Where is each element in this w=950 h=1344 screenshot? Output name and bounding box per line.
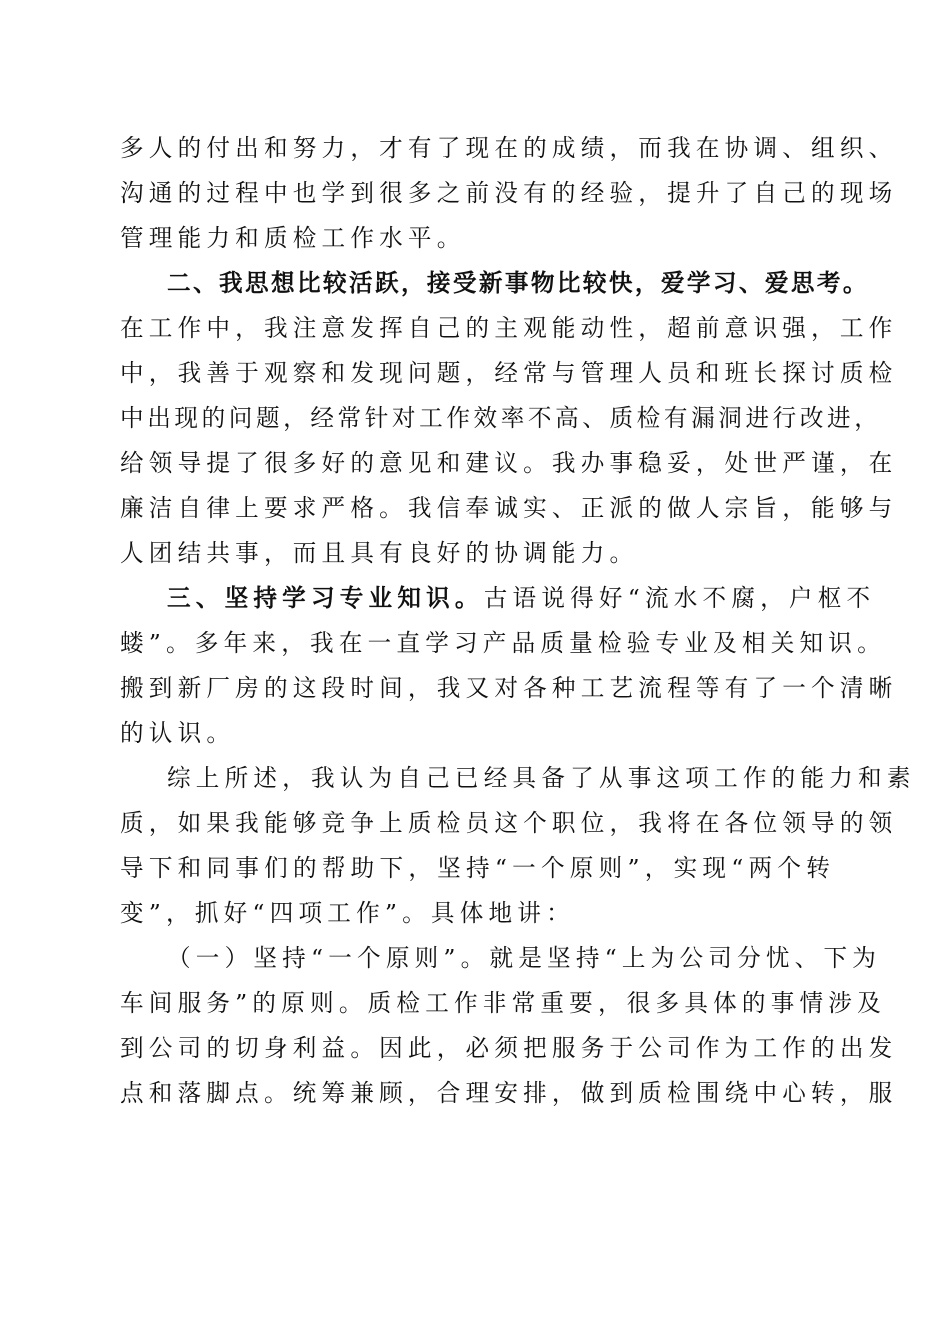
text-line: 质，如果我能够竞争上质检员这个职位，我将在各位领导的领: [120, 809, 898, 837]
text-line: 人团结共事，而且具有良好的协调能力。: [120, 539, 639, 567]
paragraph-continuation: [120, 126, 898, 261]
text-line: 给领导提了很多好的意见和建议。我办事稳妥，处世严谨，在: [120, 449, 898, 477]
section-heading: 二、我思想比较活跃，接受新事物比较快，爱学习、爱思考。: [167, 269, 869, 297]
text-line: （一）坚持“一个原则”。就是坚持“上为公司分忧、下为: [167, 944, 882, 972]
paragraph-section-two: [120, 261, 898, 576]
text-line: 点和落脚点。统筹兼顾，合理安排，做到质检围绕中心转，服: [120, 1079, 898, 1107]
text-line: 车间服务”的原则。质检工作非常重要，很多具体的事情涉及: [120, 989, 886, 1017]
paragraph-summary: [120, 756, 916, 936]
text-line: 蝼”。多年来，我在一直学习产品质量检验专业及相关知识。: [120, 629, 886, 657]
text-line: 搬到新厂房的这段时间，我又对各种工艺流程等有了一个清晰: [120, 674, 898, 702]
text-line: 多人的付出和努力，才有了现在的成绩，而我在协调、组织、: [120, 134, 898, 162]
paragraph-section-three: [120, 576, 898, 756]
text-line: 管理能力和质检工作水平。: [120, 224, 466, 252]
text-line: 变”，抓好“四项工作”。具体地讲：: [120, 899, 575, 927]
section-heading: 三、坚持学习专业知识。: [167, 584, 484, 612]
text-line: 到公司的切身利益。因此，必须把服务于公司作为工作的出发: [120, 1034, 898, 1062]
text-line: 中出现的问题，经常针对工作效率不高、质检有漏洞进行改进，: [120, 404, 882, 432]
text-line: 综上所述，我认为自己已经具备了从事这项工作的能力和素: [167, 764, 916, 792]
text-line: 廉洁自律上要求严格。我信奉诚实、正派的做人宗旨，能够与: [120, 494, 898, 522]
text-fragment: 古语说得好“流水不腐，户枢不: [483, 584, 876, 612]
section-first-line: [120, 576, 876, 621]
text-line: 沟通的过程中也学到很多之前没有的经验，提升了自己的现场: [120, 179, 898, 207]
document-page: [120, 126, 916, 1116]
text-line: 的认识。: [120, 719, 236, 747]
paragraph-principle: [120, 936, 898, 1116]
text-line: 导下和同事们的帮助下，坚持“一个原则”，实现“两个转: [120, 854, 835, 882]
text-line: 中，我善于观察和发现问题，经常与管理人员和班长探讨质检: [120, 359, 898, 387]
text-line: 在工作中，我注意发挥自己的主观能动性，超前意识强，工作: [120, 314, 898, 342]
